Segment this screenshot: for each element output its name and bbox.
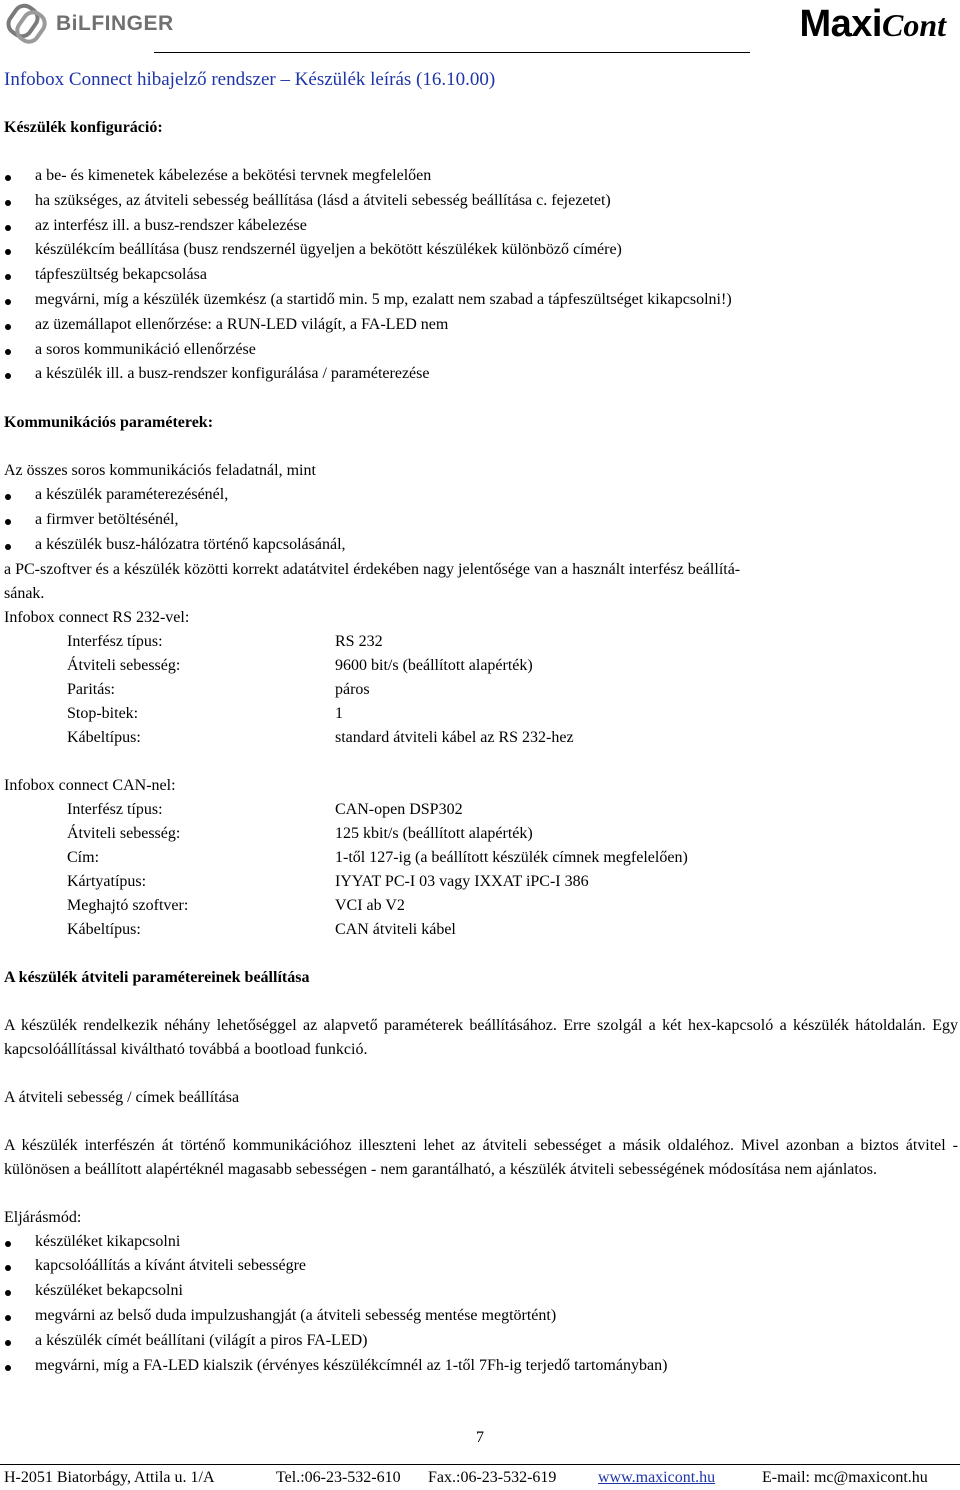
procedure-list xyxy=(4,1230,958,1379)
list-item: a készülék busz-hálózatra történő kapcsolásánál, xyxy=(4,533,958,558)
maxicont-brand xyxy=(799,3,946,45)
param-row: Interfész típus: CAN-open DSP302 xyxy=(67,800,463,818)
list-item: kapcsolóállítás a kívánt átviteli sebességre xyxy=(4,1254,958,1279)
param-row: Kábeltípus: standard átviteli kábel az RS 232-hez xyxy=(67,728,574,746)
rs232-params xyxy=(67,630,574,750)
config-heading: Készülék konfiguráció: xyxy=(4,119,163,136)
bullet-icon xyxy=(5,1265,11,1271)
document-title: Infobox Connect hibajelző rendszer – Készülék leírás (16.10.00) xyxy=(4,69,496,90)
main-content xyxy=(4,116,958,1378)
param-row: Kábeltípus: CAN átviteli kábel xyxy=(67,920,456,938)
bullet-icon xyxy=(5,494,11,500)
list-item: a készülék ill. a busz-rendszer konfigurálása / paraméterezése xyxy=(4,362,958,387)
list-item: a firmver betöltésénél, xyxy=(4,508,958,533)
comm-intro: Az összes soros kommunikációs feladatnál, mint xyxy=(4,462,316,480)
footer-fax: Fax.:06-23-532-619 xyxy=(428,1469,557,1486)
param-row: Stop-bitek: 1 xyxy=(67,704,343,722)
param-row: Interfész típus: RS 232 xyxy=(67,632,383,650)
brand-cont: Cont xyxy=(881,7,946,43)
header-rule xyxy=(154,52,750,53)
list-item: az üzemállapot ellenőrzése: a RUN-LED világít, a FA-LED nem xyxy=(4,313,958,338)
bilfinger-logo-text: BiLFINGER xyxy=(56,12,174,35)
comm-conclusion-line2: sának. xyxy=(4,584,45,602)
bullet-icon xyxy=(5,1290,11,1296)
param-row: Cím: 1-től 127-ig (a beállított készülék címnek megfelelően) xyxy=(67,848,688,866)
config-list xyxy=(4,164,958,387)
bullet-icon xyxy=(5,373,11,379)
bullet-icon xyxy=(5,1241,11,1247)
rs232-title: Infobox connect RS 232-vel: xyxy=(4,608,190,626)
transfer-paragraph-1: A készülék rendelkezik néhány lehetőséggel az alapvető paraméterek beállításához. Erre szolgál a két hex-kapcsoló a készülék hátoldalán. Egy kapcsolóállítással kiváltható továbbá a bootload funkció. xyxy=(4,1016,958,1058)
list-item: ha szükséges, az átviteli sebesség beállítása (lásd a átviteli sebesség beállítása c. fejezetet) xyxy=(4,189,958,214)
list-item: az interfész ill. a busz-rendszer kábelezése xyxy=(4,214,958,239)
can-params xyxy=(67,798,688,942)
bullet-icon xyxy=(5,324,11,330)
comm-heading: Kommunikációs paraméterek: xyxy=(4,414,214,432)
list-item: készüléket kikapcsolni xyxy=(4,1230,958,1255)
transfer-subheading: A átviteli sebesség / címek beállítása xyxy=(4,1088,240,1106)
bullet-icon xyxy=(5,299,11,305)
procedure-title: Eljárásmód: xyxy=(4,1208,82,1226)
footer-rule xyxy=(0,1464,960,1465)
bullet-icon xyxy=(5,1365,11,1371)
list-item: megvárni az belső duda impulzushangját (a átviteli sebesség mentése megtörtént) xyxy=(4,1304,958,1329)
bullet-icon xyxy=(5,175,11,181)
list-item: a be- és kimenetek kábelezése a bekötési tervnek megfelelően xyxy=(4,164,958,189)
param-row: Paritás: páros xyxy=(67,680,370,698)
bullet-icon xyxy=(5,274,11,280)
bullet-icon xyxy=(5,1315,11,1321)
footer-tel: Tel.:06-23-532-610 xyxy=(276,1469,401,1486)
transfer-paragraph-2: A készülék interfészén át történő kommunikációhoz illeszteni lehet az átviteli sebességet a másik oldaléhoz. Mivel azonban a biztos átvitel - különösen a beállított alapértéknél magasabb sebességen - nem garantálható, a készülék átviteli sebességének módosítása nem ajánlatos. xyxy=(4,1136,958,1178)
bilfinger-logo xyxy=(4,2,174,48)
transfer-heading: A készülék átviteli paramétereinek beállítása xyxy=(4,968,310,986)
bullet-icon xyxy=(5,519,11,525)
comm-conclusion-line1: a PC-szoftver és a készülék közötti korrekt adatátvitel érdekében nagy jelentősége van a használt interfész beállítá- xyxy=(4,560,741,578)
list-item: megvárni, míg a FA-LED kialszik (érvényes készülékcímnél az 1-től 7Fh-ig terjedő tartományban) xyxy=(4,1354,958,1379)
bullet-icon xyxy=(5,544,11,550)
list-item: készülékcím beállítása (busz rendszernél ügyeljen a bekötött készülékek különböző címére) xyxy=(4,238,958,263)
bilfinger-emblem-icon xyxy=(4,2,50,48)
list-item: a készülék címét beállítani (világít a piros FA-LED) xyxy=(4,1329,958,1354)
page-number: 7 xyxy=(476,1429,484,1446)
bullet-icon xyxy=(5,225,11,231)
list-item: a soros kommunikáció ellenőrzése xyxy=(4,338,958,363)
footer-address: H-2051 Biatorbágy, Attila u. 1/A xyxy=(4,1469,215,1486)
brand-maxi: Maxi xyxy=(799,3,882,45)
footer-web-link[interactable]: www.maxicont.hu xyxy=(598,1469,716,1486)
comm-list xyxy=(4,483,958,557)
list-item: készüléket bekapcsolni xyxy=(4,1279,958,1304)
bullet-icon xyxy=(5,1340,11,1346)
footer xyxy=(4,1466,960,1490)
bullet-icon xyxy=(5,249,11,255)
can-title: Infobox connect CAN-nel: xyxy=(4,776,176,794)
bullet-icon xyxy=(5,200,11,206)
param-row: Átviteli sebesség: 9600 bit/s (beállított alapérték) xyxy=(67,656,533,674)
param-row: Átviteli sebesség: 125 kbit/s (beállított alapérték) xyxy=(67,824,533,842)
list-item: tápfeszültség bekapcsolása xyxy=(4,263,958,288)
param-row: Meghajtó szoftver: VCI ab V2 xyxy=(67,896,405,914)
list-item: megvárni, míg a készülék üzemkész (a startidő min. 5 mp, ezalatt nem szabad a tápfeszültséget kikapcsolni!) xyxy=(4,288,958,313)
footer-email[interactable]: E-mail: mc@maxicont.hu xyxy=(762,1469,928,1486)
bullet-icon xyxy=(5,349,11,355)
list-item: a készülék paraméterezésénél, xyxy=(4,483,958,508)
param-row: Kártyatípus: IYYAT PC-I 03 vagy IXXAT iPC-I 386 xyxy=(67,872,589,890)
